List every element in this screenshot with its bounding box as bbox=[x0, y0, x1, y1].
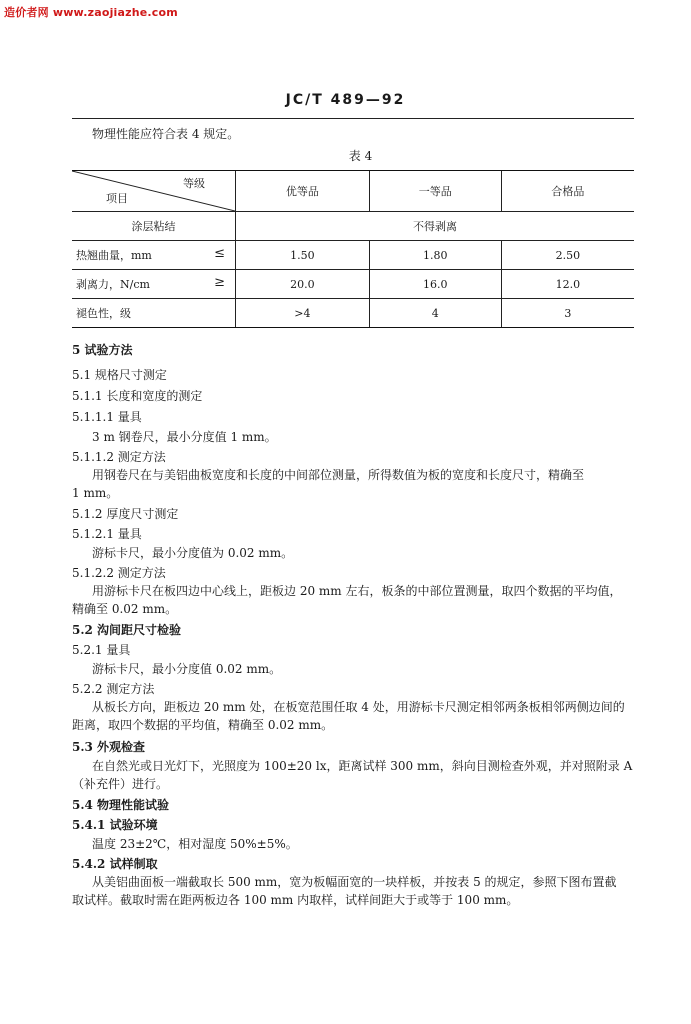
paragraph: 取试样。截取时需在距两板边各 100 mm 内取样，试样间距大于或等于 100 mm。 bbox=[72, 893, 519, 907]
section-heading: 5.4.2 试样制取 bbox=[72, 857, 158, 871]
leq-symbol: ≤ bbox=[214, 246, 225, 261]
col-header-first-grade: 一等品 bbox=[369, 171, 501, 212]
paragraph: 精确至 0.02 mm。 bbox=[72, 602, 178, 616]
section-heading: 5.1 规格尺寸测定 bbox=[72, 368, 167, 382]
table-row bbox=[72, 270, 634, 299]
paragraph: 用游标卡尺在板四边中心线上，距板边 20 mm 左右，板条的中部位置测量，取四个数据的平均值， bbox=[92, 584, 622, 598]
section-heading: 5 试验方法 bbox=[72, 343, 133, 357]
row-label bbox=[72, 212, 236, 241]
table-cell: >4 bbox=[236, 299, 370, 328]
paragraph: 3 m 钢卷尺，最小分度值 1 mm。 bbox=[92, 430, 277, 444]
paragraph: 温度 23±2℃，相对湿度 50%±5%。 bbox=[92, 837, 298, 851]
performance-table bbox=[72, 170, 634, 328]
table-row bbox=[72, 299, 634, 328]
paragraph: 从美铝曲面板一端截取长 500 mm，宽为板幅面宽的一块样板，并按表 5 的规定，参照下图布置截 bbox=[92, 875, 617, 889]
row-label-text: 剥离力，N/cm bbox=[76, 278, 150, 291]
diagonal-header-cell bbox=[72, 171, 236, 212]
geq-symbol: ≥ bbox=[214, 275, 225, 290]
paragraph: 从板长方向，距板边 20 mm 处，在板宽范围任取 4 处，用游标卡尺测定相邻两条板相邻两侧边间的 bbox=[92, 700, 625, 714]
section-heading: 5.1.1.2 测定方法 bbox=[72, 450, 166, 464]
section-heading: 5.1.1 长度和宽度的测定 bbox=[72, 389, 203, 403]
table-cell: 1.50 bbox=[236, 241, 370, 270]
section-heading: 5.1.2 厚度尺寸测定 bbox=[72, 507, 179, 521]
section-heading: 5.2.2 测定方法 bbox=[72, 682, 155, 696]
paragraph: 游标卡尺，最小分度值为 0.02 mm。 bbox=[92, 546, 294, 560]
section-heading: 5.1.2.2 测定方法 bbox=[72, 566, 166, 580]
intro-text: 物理性能应符合表 4 规定。 bbox=[92, 127, 240, 141]
section-heading: 5.2.1 量具 bbox=[72, 643, 131, 657]
paragraph: 在自然光或日光灯下，光照度为 100±20 lx，距离试样 300 mm，斜向目测检查外观，并对照附录 A bbox=[92, 759, 633, 773]
row-label bbox=[72, 299, 236, 328]
section-heading: 5.3 外观检查 bbox=[72, 740, 146, 754]
col-header-superior: 优等品 bbox=[236, 171, 370, 212]
row-label-text: 热翘曲量，mm bbox=[76, 249, 152, 262]
table-cell: 4 bbox=[369, 299, 501, 328]
section-heading: 5.2 沟间距尺寸检验 bbox=[72, 623, 182, 637]
paragraph: （补充件）进行。 bbox=[72, 777, 169, 791]
table-cell: 16.0 bbox=[369, 270, 501, 299]
table-cell: 12.0 bbox=[501, 270, 634, 299]
diagonal-line bbox=[72, 171, 235, 211]
site-watermark: 造价者网 www.zaojiazhe.com bbox=[4, 6, 178, 19]
section-heading: 5.1.1.1 量具 bbox=[72, 410, 142, 424]
table-caption: 表 4 bbox=[348, 149, 373, 163]
table-row bbox=[72, 241, 634, 270]
table-cell: 20.0 bbox=[236, 270, 370, 299]
row-label-text: 褪色性，级 bbox=[76, 307, 131, 320]
row-label bbox=[72, 241, 236, 270]
table-cell: 1.80 bbox=[369, 241, 501, 270]
merged-cell: 不得剥离 bbox=[236, 212, 635, 241]
table-cell: 3 bbox=[501, 299, 634, 328]
section-heading: 5.4 物理性能试验 bbox=[72, 798, 170, 812]
standard-number: JC/T 489—92 bbox=[285, 92, 406, 108]
row-label bbox=[72, 270, 236, 299]
paragraph: 1 mm。 bbox=[72, 486, 119, 500]
table-header-row bbox=[72, 171, 634, 212]
section-heading: 5.1.2.1 量具 bbox=[72, 527, 142, 541]
grade-header: 等级 bbox=[183, 177, 205, 190]
paragraph: 游标卡尺，最小分度值 0.02 mm。 bbox=[92, 662, 282, 676]
table-cell: 2.50 bbox=[501, 241, 634, 270]
table-row bbox=[72, 212, 634, 241]
paragraph: 距离，取四个数据的平均值，精确至 0.02 mm。 bbox=[72, 718, 334, 732]
row-label-text: 涂层粘结 bbox=[131, 220, 176, 233]
section-heading: 5.4.1 试验环境 bbox=[72, 818, 158, 832]
col-header-qualified: 合格品 bbox=[501, 171, 634, 212]
paragraph: 用钢卷尺在与美铝曲板宽度和长度的中间部位测量，所得数值为板的宽度和长度尺寸，精确至 bbox=[92, 468, 585, 482]
item-header: 项目 bbox=[106, 192, 128, 205]
header-rule bbox=[72, 118, 634, 119]
